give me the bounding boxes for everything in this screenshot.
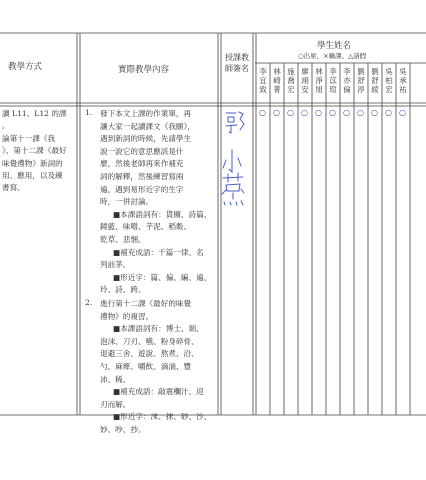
student-name: 施喬宏	[287, 67, 295, 94]
content-line: ■形近字：沫、抹、砂、沙、	[113, 412, 212, 422]
method-line: 讀 L11、L12 的課	[2, 109, 67, 118]
content-line: 發下本文上課的作業單，再	[100, 109, 192, 118]
student-name: 劉舒渟	[357, 67, 365, 94]
content-line: 刃而解。	[100, 399, 131, 409]
method-line: 味覺禮物》新詞的	[2, 158, 63, 168]
teacher-sign-header-line1: 授課教	[225, 53, 249, 62]
attendance-mark: ○	[315, 108, 322, 117]
content-item-number: 1.	[85, 108, 93, 117]
attendance-mark: ○	[259, 108, 266, 117]
content-line: 遍，遇到易形近字的生字	[100, 184, 184, 194]
method-line: 用、應用，以及練	[2, 171, 63, 180]
method-line: 》、第十二課《最好	[2, 146, 67, 156]
student-name: 劉舒綾	[371, 67, 379, 94]
student-name: 林崎菁	[273, 67, 281, 94]
content-line: ■補充成語：敲震欄汁、迎	[113, 387, 204, 397]
content-line: 乾草、悲悃。	[100, 235, 146, 244]
content-line: ■本課語詞有：博士、剝、	[113, 324, 204, 334]
content-line: 進行第十二課《最好的味覺	[100, 299, 192, 308]
student-name: 吳柏宏	[385, 67, 393, 94]
student-name: 李苡瑄	[329, 67, 337, 94]
content-line: 時，一併討論。	[100, 197, 154, 207]
content-line: 沛、稀。	[100, 374, 131, 384]
attendance-legend: ○出席、×曠課、△請假	[298, 52, 367, 60]
content-line: 詞的解釋，然後練習寫兩	[100, 172, 184, 181]
content-line: 勺、麻痺、嚼飲、滴淌、豐	[100, 362, 192, 371]
content-header: 實際教學內容	[118, 65, 170, 75]
content-line: 說一說它的意思應該是什	[100, 146, 184, 156]
attendance-mark: ○	[371, 108, 378, 117]
method-line: 。	[2, 121, 10, 131]
attendance-mark: ○	[273, 108, 280, 117]
student-name: 廖翊安	[301, 67, 309, 94]
student-name: 李宜致	[259, 67, 267, 94]
content-line: ■補充成語：千篇一律、名	[113, 247, 204, 257]
content-line: 列前茅。	[100, 260, 131, 270]
method-line: 論第十一課《我	[2, 133, 56, 143]
content-line: 麼，然後老師再來作補充	[100, 159, 184, 169]
student-name: 吳承祐	[399, 67, 407, 94]
content-item-number: 2.	[85, 298, 93, 307]
content-line: 遇到新詞的時候，先請學生	[100, 134, 192, 144]
method-line: 書寫。	[2, 183, 25, 193]
attendance-mark: ○	[301, 108, 308, 117]
teacher-sign-header-line2: 師簽名	[225, 64, 249, 73]
student-name: 李亦倫	[343, 67, 351, 94]
content-line: 讓大家一起讀課文《我願》，	[100, 121, 195, 131]
content-line: 玲、詩、跨。	[100, 285, 146, 295]
method-header: 教學方式	[8, 62, 43, 72]
attendance-mark: ○	[357, 108, 364, 117]
attendance-mark: ○	[343, 108, 350, 117]
attendance-mark: ○	[329, 108, 336, 117]
content-line: 禮物》的複習。	[100, 311, 154, 321]
content-line: 妙、吵、抄。	[100, 425, 146, 434]
content-line: 鏡藍、味噌、芋泥、稻穀、	[100, 222, 192, 232]
content-line: 退避三舍、遊說、熬煮、沿、	[100, 349, 199, 359]
content-line: 泡沫、刀刃、嚥、粉身碎骨、	[100, 336, 199, 346]
student-name: 林淨旭	[315, 67, 323, 94]
content-line: ■形近字：篇、偏、編、遍、	[113, 272, 212, 282]
content-line: ■本課語詞有：貨櫥、詩篇、	[113, 209, 212, 219]
attendance-mark: ○	[385, 108, 392, 117]
students-title: 學生姓名	[317, 41, 352, 51]
attendance-mark: ○	[399, 108, 406, 117]
attendance-mark: ○	[287, 108, 294, 117]
